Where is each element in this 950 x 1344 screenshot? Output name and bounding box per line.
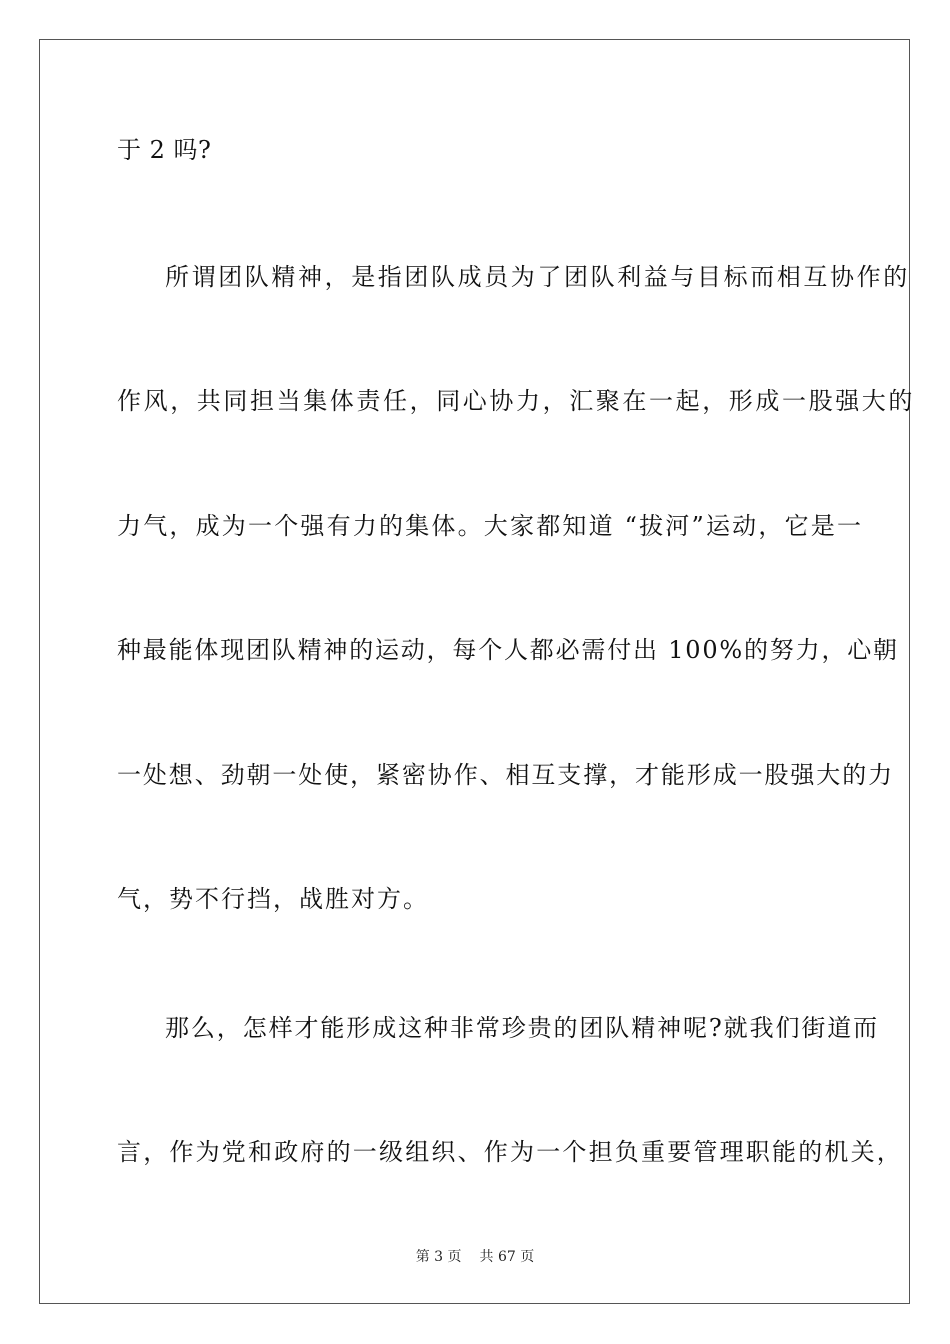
paragraph-line: 于 2 吗? [117, 136, 212, 164]
paragraph-line: 种最能体现团队精神的运动，每个人都必需付出 100%的努力，心朝 [117, 636, 899, 664]
page-number: 第 3 页 [415, 1249, 462, 1265]
paragraph-line: 那么，怎样才能形成这种非常珍贵的团队精神呢?就我们街道而 [165, 1014, 880, 1042]
paragraph-line: 气，势不行挡，战胜对方。 [117, 885, 429, 913]
paragraph-line: 言，作为党和政府的一级组织、作为一个担负重要管理职能的机关， [117, 1138, 903, 1166]
page-total: 共 67 页 [479, 1249, 535, 1265]
page-footer [0, 1248, 950, 1266]
paragraph-line: 一处想、劲朝一处使，紧密协作、相互支撑，才能形成一股强大的力 [117, 761, 894, 789]
page-border [39, 39, 915, 1304]
paragraph-line: 作风，共同担当集体责任，同心协力，汇聚在一起，形成一股强大的 [117, 387, 915, 415]
paragraph-line: 所谓团队精神，是指团队成员为了团队利益与目标而相互协作的 [165, 263, 910, 291]
paragraph-line: 力气，成为一个强有力的集体。大家都知道 “拔河”运动，它是一 [117, 512, 864, 540]
